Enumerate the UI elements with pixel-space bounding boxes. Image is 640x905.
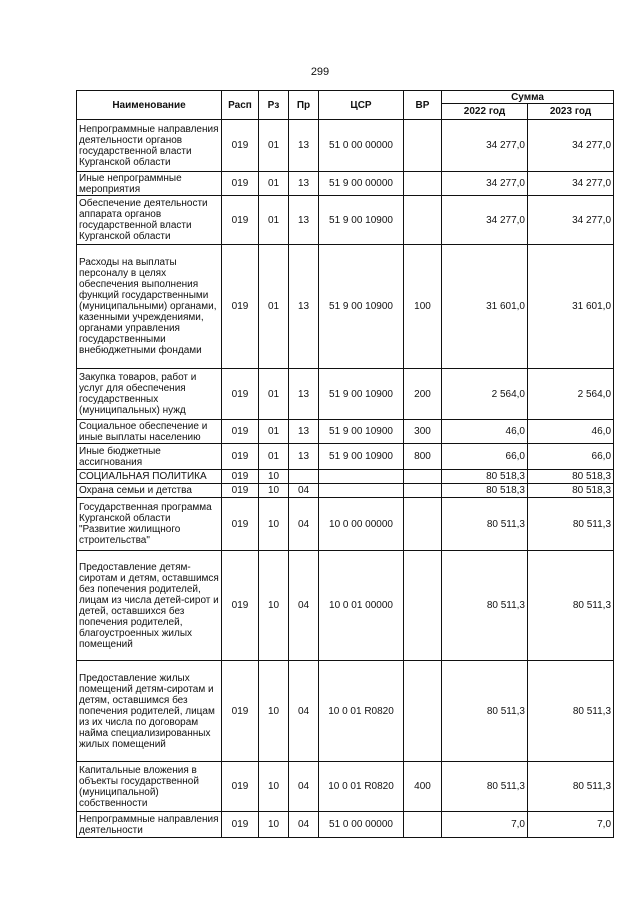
row-name: Предоставление детям-сиротам и детям, оставшимся без попечения родителей, лицам из числа детей-сирот и детей, оставшихся без попечения родителей, благоустроенных жилых помещений (77, 551, 222, 661)
row-name: Иные непрограммные мероприятия (77, 172, 222, 196)
row-name: Обеспечение деятельности аппарата органов государственной власти Курганской области (77, 196, 222, 245)
row-rasp: 019 (222, 420, 259, 444)
row-2023: 80 518,3 (528, 470, 614, 484)
row-2023: 46,0 (528, 420, 614, 444)
row-name: Непрограммные направления деятельности (77, 812, 222, 838)
row-rz: 01 (259, 245, 289, 369)
row-name: Социальное обеспечение и иные выплаты населению (77, 420, 222, 444)
budget-table (76, 90, 614, 838)
row-rasp: 019 (222, 172, 259, 196)
table-row (77, 245, 614, 369)
table-row (77, 812, 614, 838)
table-row (77, 420, 614, 444)
row-pr: 04 (289, 551, 319, 661)
row-rz: 10 (259, 470, 289, 484)
row-pr: 04 (289, 812, 319, 838)
table-row (77, 470, 614, 484)
row-name: Иные бюджетные ассигнования (77, 444, 222, 470)
row-name: Непрограммные направления деятельности органов государственной власти Курганской области (77, 120, 222, 172)
table-row (77, 172, 614, 196)
table-row (77, 120, 614, 172)
row-name: Капитальные вложения в объекты государственной (муниципальной) собственности (77, 762, 222, 812)
row-rz: 10 (259, 812, 289, 838)
row-pr: 13 (289, 245, 319, 369)
header-vr: ВР (404, 91, 442, 120)
row-2023: 66,0 (528, 444, 614, 470)
row-2023: 80 511,3 (528, 762, 614, 812)
header-pr: Пр (289, 91, 319, 120)
row-rz: 01 (259, 369, 289, 420)
row-pr: 13 (289, 196, 319, 245)
header-summa: Сумма (442, 91, 614, 104)
row-rasp: 019 (222, 470, 259, 484)
row-rasp: 019 (222, 484, 259, 498)
row-rasp: 019 (222, 245, 259, 369)
row-rz: 10 (259, 551, 289, 661)
row-2023: 7,0 (528, 812, 614, 838)
row-vr: 300 (404, 420, 442, 444)
header-year-2022: 2022 год (442, 104, 528, 120)
row-csr: 10 0 01 00000 (319, 551, 404, 661)
header-rz: Рз (259, 91, 289, 120)
row-vr (404, 551, 442, 661)
row-csr (319, 484, 404, 498)
row-pr: 13 (289, 420, 319, 444)
row-csr: 51 9 00 10900 (319, 369, 404, 420)
row-vr (404, 470, 442, 484)
row-csr: 10 0 00 00000 (319, 498, 404, 551)
row-2022: 34 277,0 (442, 196, 528, 245)
row-vr (404, 661, 442, 762)
row-rz: 10 (259, 762, 289, 812)
table-row (77, 661, 614, 762)
table-row (77, 762, 614, 812)
row-name: Государственная программа Курганской области "Развитие жилищного строительства" (77, 498, 222, 551)
row-pr: 13 (289, 444, 319, 470)
row-2023: 31 601,0 (528, 245, 614, 369)
header-row (77, 91, 614, 104)
row-vr: 200 (404, 369, 442, 420)
row-2022: 34 277,0 (442, 120, 528, 172)
row-2022: 2 564,0 (442, 369, 528, 420)
row-csr: 51 0 00 00000 (319, 120, 404, 172)
row-2022: 31 601,0 (442, 245, 528, 369)
row-2022: 80 511,3 (442, 551, 528, 661)
row-rasp: 019 (222, 120, 259, 172)
row-pr: 04 (289, 498, 319, 551)
row-vr: 100 (404, 245, 442, 369)
row-rz: 01 (259, 444, 289, 470)
row-pr (289, 470, 319, 484)
row-rz: 10 (259, 661, 289, 762)
row-pr: 04 (289, 661, 319, 762)
row-2022: 80 511,3 (442, 661, 528, 762)
row-2022: 80 511,3 (442, 762, 528, 812)
row-vr: 400 (404, 762, 442, 812)
row-rz: 01 (259, 196, 289, 245)
row-2023: 80 511,3 (528, 661, 614, 762)
row-rz: 01 (259, 172, 289, 196)
row-csr: 51 0 00 00000 (319, 812, 404, 838)
row-name: Расходы на выплаты персоналу в целях обеспечения выполнения функций государственными (муниципальными) органами, казенными учреждениями, органами управления государственными внебюджетными фондами (77, 245, 222, 369)
table-row (77, 444, 614, 470)
row-rasp: 019 (222, 444, 259, 470)
row-name: Закупка товаров, работ и услуг для обеспечения государственных (муниципальных) нужд (77, 369, 222, 420)
row-rz: 10 (259, 498, 289, 551)
row-rasp: 019 (222, 196, 259, 245)
row-name: СОЦИАЛЬНАЯ ПОЛИТИКА (77, 470, 222, 484)
row-csr: 51 9 00 00000 (319, 172, 404, 196)
row-csr (319, 470, 404, 484)
row-rasp: 019 (222, 661, 259, 762)
row-2022: 34 277,0 (442, 172, 528, 196)
row-rasp: 019 (222, 551, 259, 661)
header-name: Наименование (77, 91, 222, 120)
row-rasp: 019 (222, 498, 259, 551)
header-rasp: Расп (222, 91, 259, 120)
row-csr: 51 9 00 10900 (319, 196, 404, 245)
row-2022: 46,0 (442, 420, 528, 444)
row-name: Охрана семьи и детства (77, 484, 222, 498)
row-2023: 80 518,3 (528, 484, 614, 498)
row-vr (404, 196, 442, 245)
row-pr: 04 (289, 762, 319, 812)
table-row (77, 484, 614, 498)
row-2023: 34 277,0 (528, 196, 614, 245)
row-vr (404, 812, 442, 838)
row-2022: 80 518,3 (442, 484, 528, 498)
row-vr (404, 120, 442, 172)
row-csr: 10 0 01 R0820 (319, 661, 404, 762)
row-vr (404, 498, 442, 551)
table-row (77, 196, 614, 245)
table-row (77, 498, 614, 551)
row-2023: 2 564,0 (528, 369, 614, 420)
row-rz: 10 (259, 484, 289, 498)
row-2022: 80 511,3 (442, 498, 528, 551)
row-pr: 13 (289, 120, 319, 172)
row-2023: 34 277,0 (528, 120, 614, 172)
row-vr (404, 484, 442, 498)
row-name: Предоставление жилых помещений детям-сиротам и детям, оставшимся без попечения родителей, лицам из их числа по договорам найма специализированных жилых помещений (77, 661, 222, 762)
row-csr: 51 9 00 10900 (319, 245, 404, 369)
row-2023: 34 277,0 (528, 172, 614, 196)
page-number: 299 (310, 66, 330, 78)
row-rasp: 019 (222, 369, 259, 420)
row-csr: 51 9 00 10900 (319, 444, 404, 470)
table-row (77, 369, 614, 420)
row-2023: 80 511,3 (528, 498, 614, 551)
row-rz: 01 (259, 420, 289, 444)
row-pr: 13 (289, 369, 319, 420)
row-pr: 13 (289, 172, 319, 196)
row-vr (404, 172, 442, 196)
row-csr: 51 9 00 10900 (319, 420, 404, 444)
row-pr: 04 (289, 484, 319, 498)
header-year-2023: 2023 год (528, 104, 614, 120)
row-rasp: 019 (222, 812, 259, 838)
row-2022: 66,0 (442, 444, 528, 470)
row-2023: 80 511,3 (528, 551, 614, 661)
table-row (77, 551, 614, 661)
row-rasp: 019 (222, 762, 259, 812)
row-2022: 7,0 (442, 812, 528, 838)
row-vr: 800 (404, 444, 442, 470)
header-csr: ЦСР (319, 91, 404, 120)
row-csr: 10 0 01 R0820 (319, 762, 404, 812)
row-rz: 01 (259, 120, 289, 172)
row-2022: 80 518,3 (442, 470, 528, 484)
